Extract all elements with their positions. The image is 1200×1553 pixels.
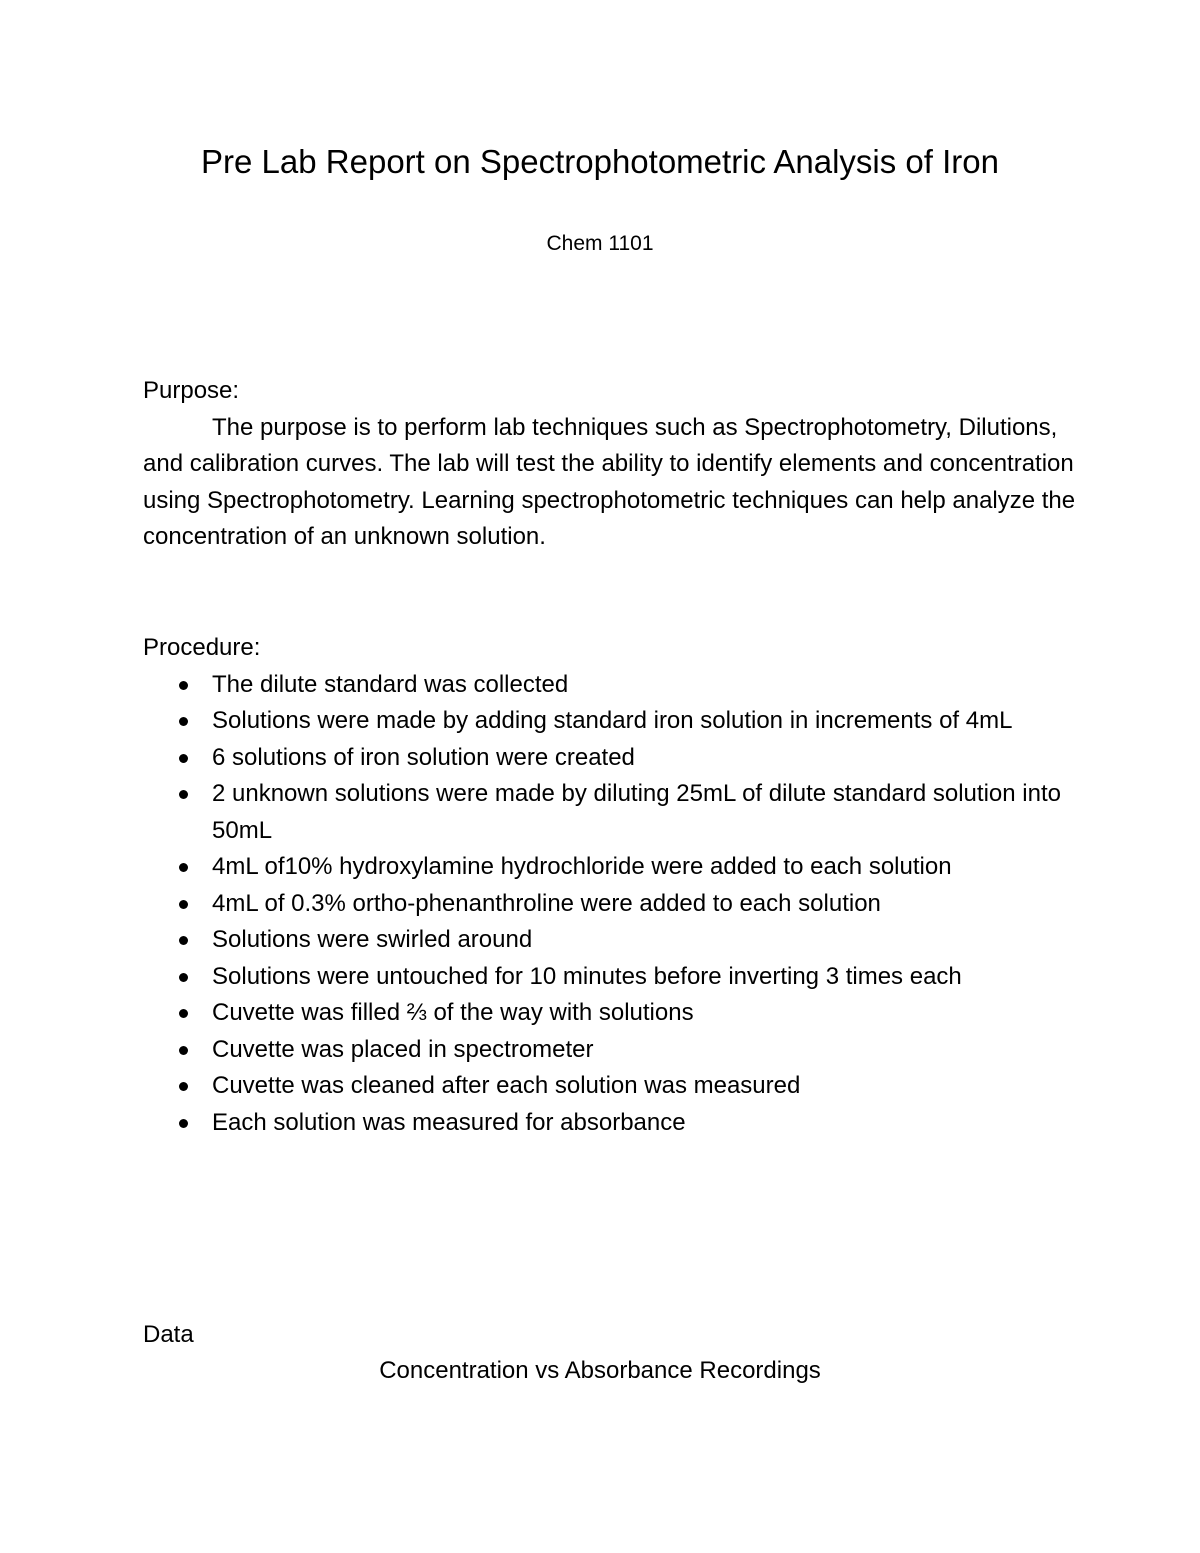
procedure-step [212,1068,1083,1105]
procedure-step-text: Solutions were swirled around [212,926,533,953]
procedure-step [212,776,1083,849]
data-table-title: Concentration vs Absorbance Recordings [379,1357,821,1384]
bullet-icon [179,1119,188,1128]
purpose-paragraph: The purpose is to perform lab techniques such as Spectrophotometry, Dilutions, and calibration curves. The lab will test the ability to identify elements and concentration using Spectrophotometry. Learning spectrophotometric techniques can help analyze the concentration of an unknown solution. [143,413,1076,550]
purpose-heading: Purpose: [143,377,240,404]
course-label: Chem 1101 [546,232,654,255]
procedure-list [143,667,1083,1142]
procedure-step [212,922,1083,959]
procedure-step [212,959,1083,996]
procedure-step [212,1105,1083,1142]
procedure-step [212,1032,1083,1069]
bullet-icon [179,790,188,799]
procedure-step-text: Solutions were made by adding standard iron solution in increments of 4mL [212,707,1013,734]
bullet-icon [179,1009,188,1018]
procedure-step [212,849,1083,886]
purpose-section [143,373,1083,556]
procedure-step [212,703,1083,740]
procedure-section [143,630,1083,1141]
procedure-step [212,886,1083,923]
procedure-heading: Procedure: [143,634,261,661]
procedure-step-text: Cuvette was cleaned after each solution was measured [212,1072,801,1099]
procedure-step [212,667,1083,704]
bullet-icon [179,717,188,726]
procedure-step-text: Cuvette was filled ⅔ of the way with solutions [212,999,694,1026]
procedure-step-text: 6 solutions of iron solution were created [212,743,635,771]
procedure-step-text: 4mL of 0.3% ortho-phenanthroline were added to each solution [212,889,881,917]
procedure-step-text: 2 unknown solutions were made by diluting 25mL of dilute standard solution into 50mL [212,780,1061,844]
bullet-icon [179,900,188,909]
procedure-step [212,995,1083,1032]
bullet-icon [179,681,188,690]
procedure-step-text: Solutions were untouched for 10 minutes before inverting 3 times each [212,962,962,990]
bullet-icon [179,1046,188,1055]
bullet-icon [179,1082,188,1091]
procedure-step-text: Cuvette was placed in spectrometer [212,1035,594,1063]
document-title: Pre Lab Report on Spectrophotometric Analysis of Iron [201,143,999,180]
bullet-icon [179,863,188,872]
procedure-step-text: 4mL of10% hydroxylamine hydrochloride were added to each solution [212,853,952,880]
bullet-icon [179,973,188,982]
procedure-step [212,740,1083,777]
procedure-step-text: The dilute standard was collected [212,670,569,698]
data-heading: Data [143,1321,194,1348]
bullet-icon [179,754,188,763]
bullet-icon [179,936,188,945]
procedure-step-text: Each solution was measured for absorbance [212,1108,686,1136]
